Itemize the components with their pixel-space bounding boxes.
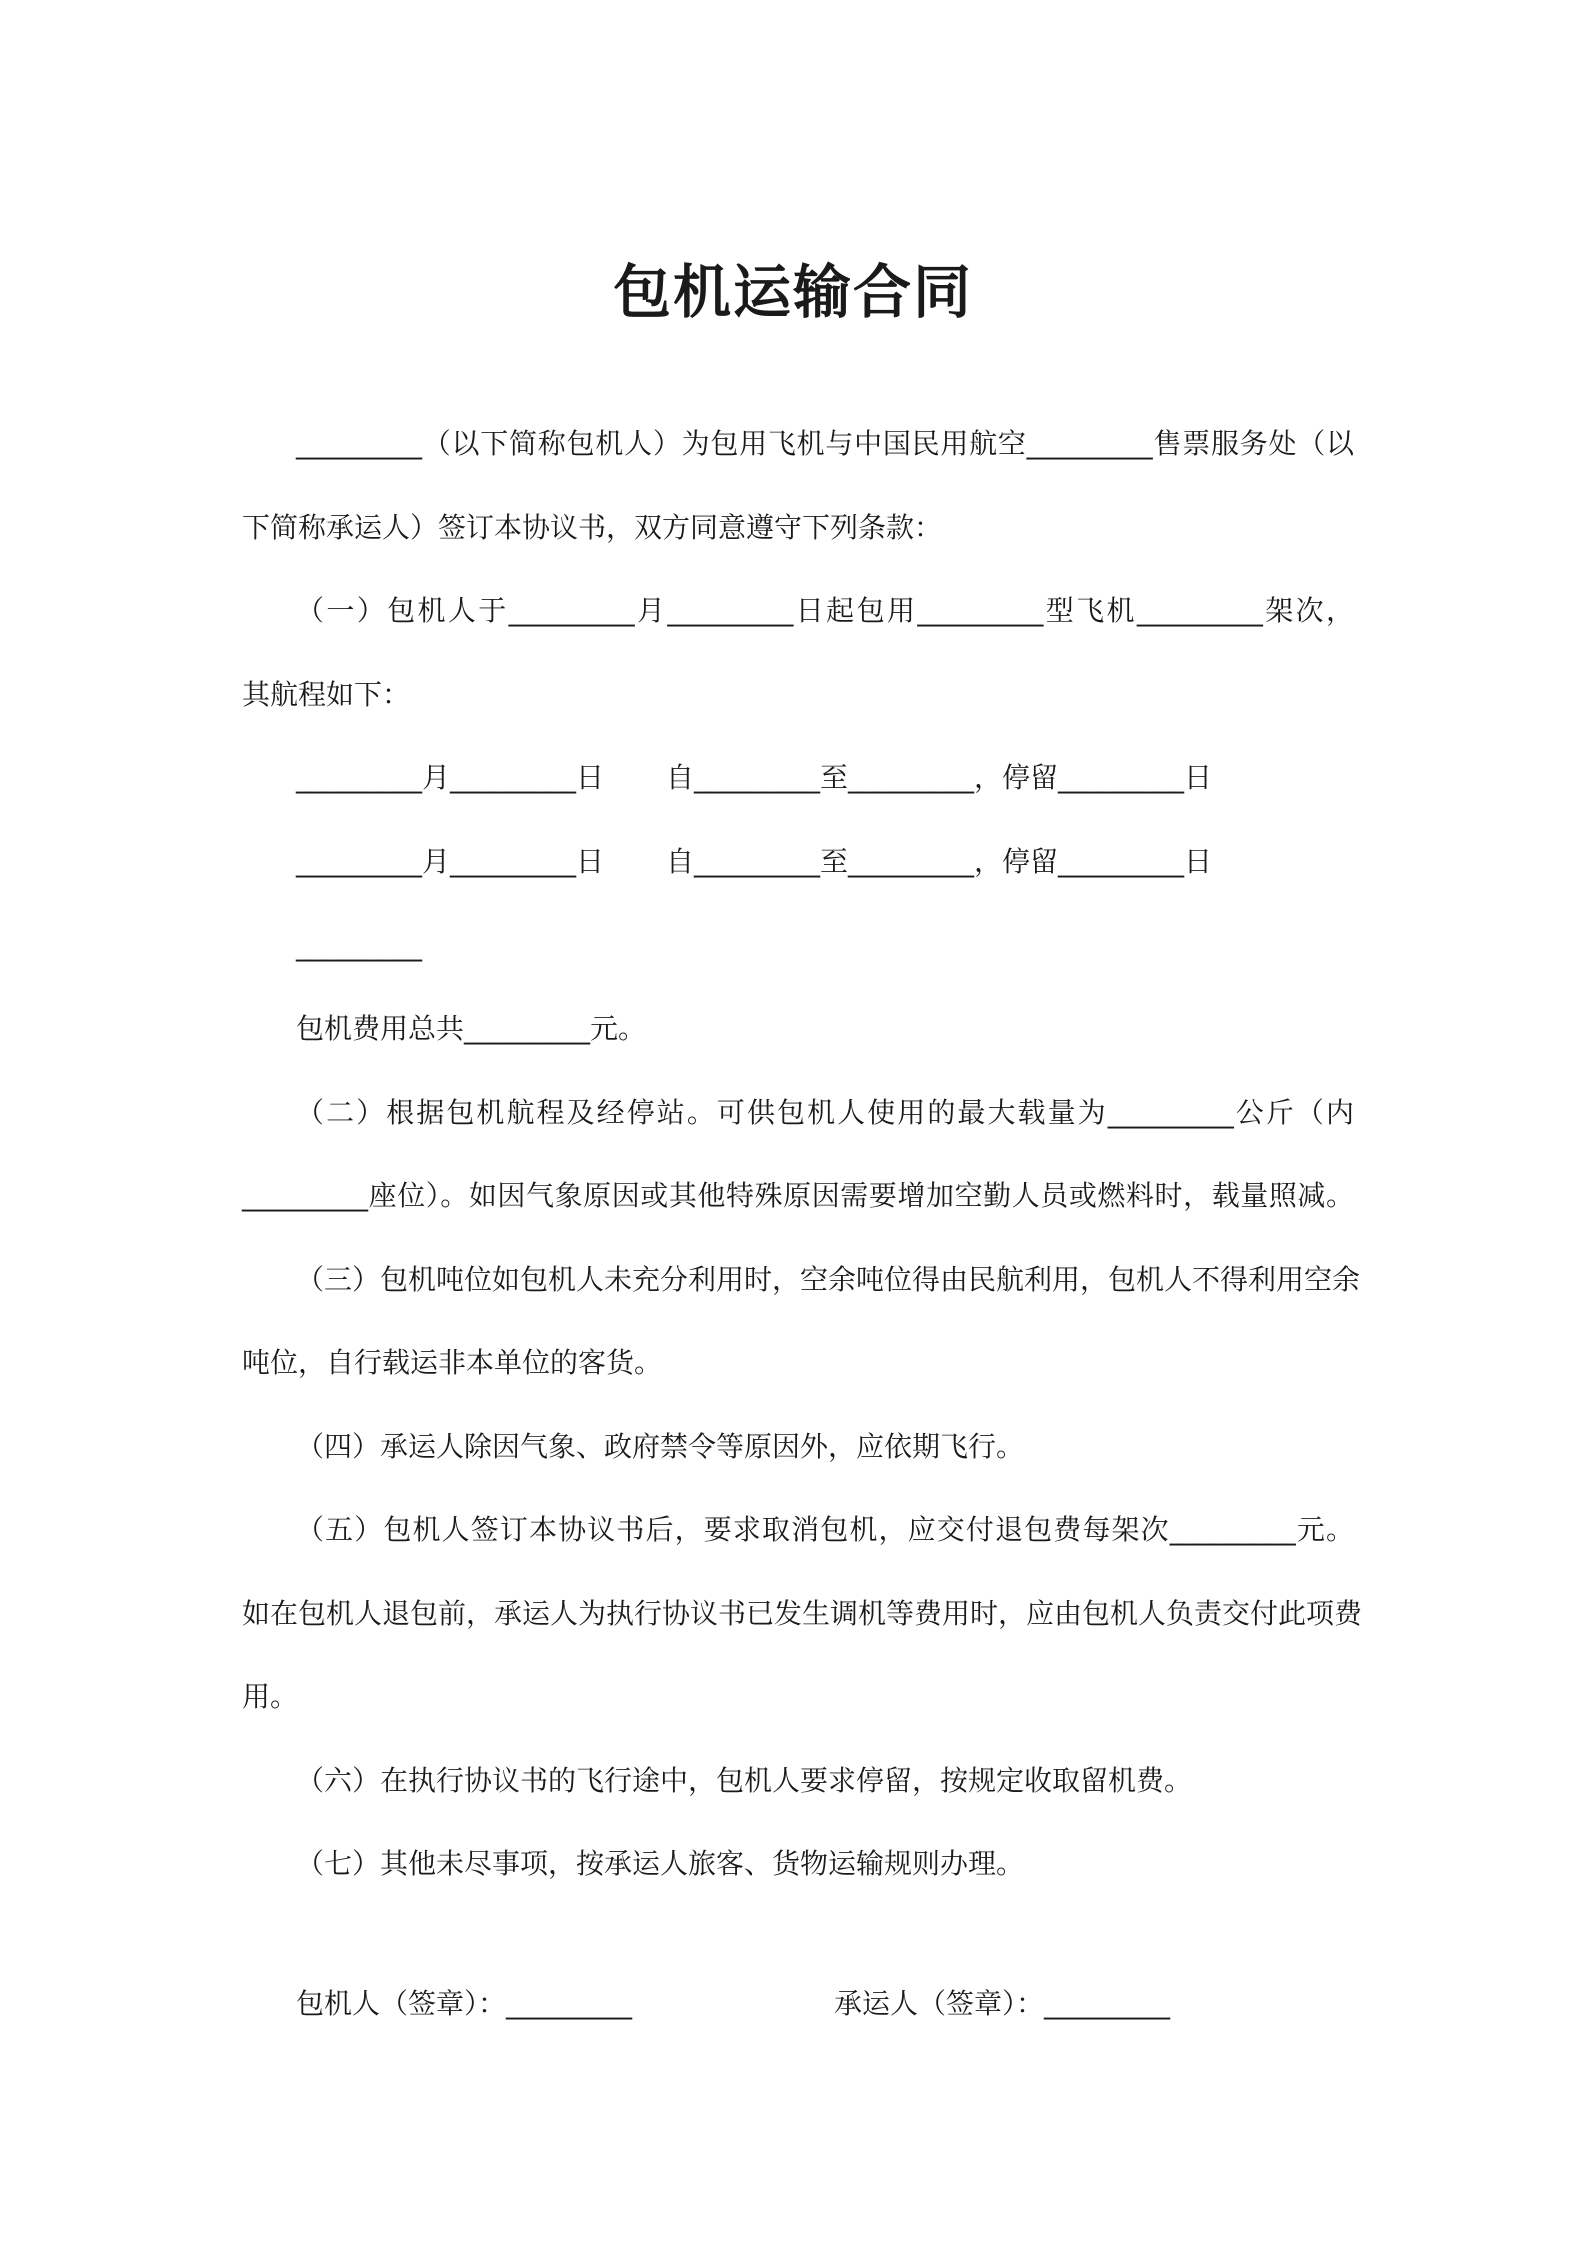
signature-carrier: 承运人（签章）：_________ — [834, 1987, 1171, 2020]
total-fee-line: 包机费用总共_________元。 — [296, 1012, 647, 1045]
clause-4-line: （四）承运人除因气象、政府禁令等原因外，应依期飞行。 — [296, 1430, 1025, 1463]
route-1-route: 自_________至_________，停留_________日 — [666, 761, 1213, 794]
route-blank-line: _________ — [296, 929, 422, 962]
intro-line-2: 下简称承运人）签订本协议书，双方同意遵守下列条款： — [242, 511, 943, 544]
intro-line-1: _________（以下简称包机人）为包用飞机与中国民用航空_________售票服务处（以 — [296, 427, 1354, 460]
clause-2-line-1: （二）根据包机航程及经停站。可供包机人使用的最大载量为_________公斤（内 — [296, 1096, 1354, 1129]
clause-1-line-2: 其航程如下： — [242, 678, 411, 711]
clause-2-line-2: _________座位）。如因气象原因或其他特殊原因需要增加空勤人员或燃料时，载量照减。 — [242, 1179, 1354, 1212]
clause-5-line-1: （五）包机人签订本协议书后，要求取消包机，应交付退包费每架次_________元。 — [296, 1513, 1354, 1546]
clause-5-line-2: 如在包机人退包前，承运人为执行协议书已发生调机等费用时，应由包机人负责交付此项费 — [242, 1597, 1363, 1630]
route-2-route: 自_________至_________，停留_________日 — [666, 845, 1213, 878]
signature-charterer: 包机人（签章）：_________ — [296, 1987, 633, 2020]
clause-6-line: （六）在执行协议书的飞行途中，包机人要求停留，按规定收取留机费。 — [296, 1764, 1193, 1797]
route-2-date: _________月_________日 — [296, 845, 605, 878]
clause-3-line-2: 吨位，自行载运非本单位的客货。 — [242, 1346, 663, 1379]
clause-7-line: （七）其他未尽事项，按承运人旅客、货物运输规则办理。 — [296, 1847, 1025, 1880]
document-title: 包机运输合同 — [612, 258, 973, 326]
route-1-date: _________月_________日 — [296, 761, 605, 794]
clause-5-line-3: 用。 — [242, 1680, 299, 1713]
clause-3-line-1: （三）包机吨位如包机人未充分利用时，空余吨位得由民航利用，包机人不得利用空余 — [296, 1263, 1361, 1296]
clause-1-line-1: （一）包机人于_________月_________日起包用_________型飞机_________架次， — [296, 594, 1354, 627]
